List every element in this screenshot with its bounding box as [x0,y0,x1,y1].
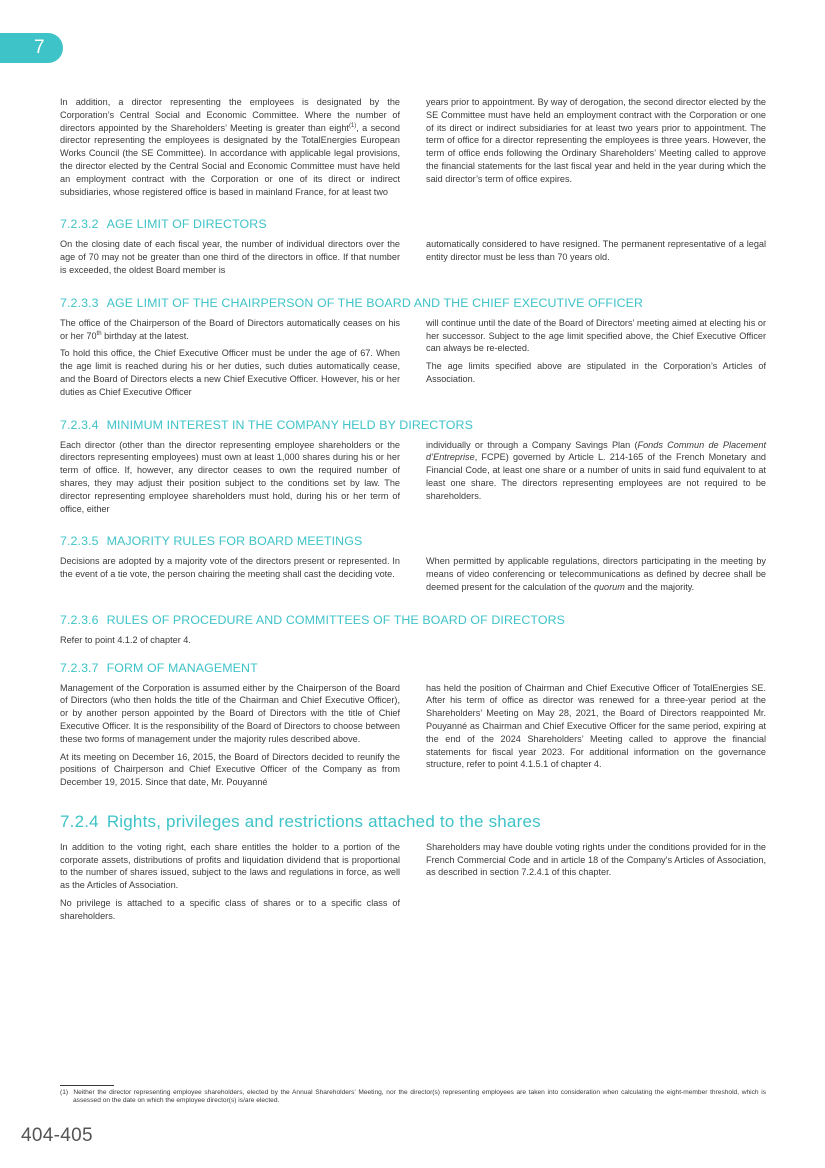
section-7-2-3-5 [60,555,766,598]
section-7-2-3-7 [60,682,766,794]
footnote-divider [60,1085,114,1086]
section-heading-7-2-3-7: 7.2.3.7 FORM OF MANAGEMENT [60,660,258,675]
section-heading-7-2-3-5: 7.2.3.5 MAJORITY RULES FOR BOARD MEETINGS [60,534,363,549]
section-7-2-3-3 [60,317,766,404]
footnote-text: (1) Neither the director representing employee shareholders, elected by the Annual Shareholders’ Meeting, nor the director(s) representing employees are taken into consideration when calculating the eight-member threshold, which is assessed on the date on which the employee director(s) is/are elected. [60,1089,767,1105]
paragraph: Management of the Corporation is assumed either by the Chairperson of the Board of Directors (who then holds the title of the Chairman and Chief Executive Officer), or by another person appointed by the Board of Directors with the title of Chief Executive Officer. It is the responsibility of the Board of Directors to choose between these two forms of management under the majority rules described above. [60,682,400,744]
footnote [60,1085,766,1106]
section-heading-7-2-3-3: 7.2.3.3 AGE LIMIT OF THE CHAIRPERSON OF THE BOARD AND THE CHIEF EXECUTIVE OFFICER [60,295,644,310]
intro-section [60,96,766,203]
paragraph: No privilege is attached to a specific class of shares or to a specific class of shareholders. [60,898,400,921]
section-7-2-3-4 [60,439,766,521]
section-heading-7-2-3-2: 7.2.3.2 AGE LIMIT OF DIRECTORS [60,217,267,232]
chapter-number: 7 [34,37,45,58]
paragraph: Refer to point 4.1.2 of chapter 4. [60,634,191,645]
section-7-2-4 [60,841,766,928]
paragraph: When permitted by applicable regulations, directors participating in the meeting by means of video conferencing or telecommunications as defined by decree shall be deemed present for the calculation of the quorum and the majority. [426,556,766,592]
paragraph: The age limits specified above are stipulated in the Corporation’s Articles of Association. [426,361,766,384]
paragraph: On the closing date of each fiscal year, the number of individual directors over the age of 70 may not be greater than one third of the directors in office. If that number is exceeded, the oldest Board member is [60,239,400,275]
paragraph: In addition to the voting right, each share entitles the holder to a portion of the corporate assets, distributions of profits and liquidation dividend that is proportional to the number of shares issued, subject to the laws and regulations in force, as well as the Articles of Association. [60,841,400,891]
page-number: 404-405 [21,1125,93,1146]
intro-right-paragraph: years prior to appointment. By way of derogation, the second director elected by the SE Committee must have held an employment contract with the Corporation or one of its direct or indirect subsidiaries for at least two years prior to appointment. The term of office for a director representing the employees is three years. However, the term of office ends following the Ordinary Shareholders’ Meeting called to approve the financial statements for the last fiscal year and held in the year during which the said director’s term of office expires. [426,97,766,184]
footnote-reference: (1) [348,122,357,129]
paragraph: Each director (other than the director representing employee shareholders or the directors representing employees) must own at least 1,000 shares during his or her term of office. If, however, any director ceases to own the required number of shares, they may adjust their position subject to the conditions set by law. The director representing employee shareholders must hold, during his or her term of office, either [60,439,400,514]
page-content [60,96,766,928]
paragraph: will continue until the date of the Board of Directors’ meeting aimed at electing his or her successor. Subject to the age limit specified above, the Chief Executive Officer can always be re-elected. [426,317,766,354]
paragraph: individually or through a Company Savings Plan (Fonds Commun de Placement d’Entreprise, FCPE) governed by Article L. 214-165 of the French Monetary and Financial Code, at least one share or a number of units in said fund equivalent to at least one share. The directors representing employees are not required to be shareholders. [426,439,766,501]
paragraph: To hold this office, the Chief Executive Officer must be under the age of 67. When the age limit is reached during his or her duties, such duties automatically cease, and the Board of Directors elects a new Chief Executive Officer. However, his or her duties as Chief Executive Officer [60,348,400,397]
paragraph: At its meeting on December 16, 2015, the Board of Directors decided to reunify the positions of Chairperson and Chief Executive Officer of the Company as from December 19, 2015. Since that date, Mr. Pouyanné [60,751,400,788]
intro-right-column [426,96,766,203]
paragraph: automatically considered to have resigned. The permanent representative of a legal entity director must be less than 70 years old. [426,239,766,263]
intro-left-paragraph: In addition, a director representing the employees is designated by the Corporation’s Central Social and Economic Committee. Where the number of directors appointed by the Shareholders’ Meeting is greater than eight$^{(1)}$, a second director representing the employees is designated by the TotalEnergies European Works Council (the SE Committee). In accordance with applicable legal provisions, the director elected by the Central Social and Economic Committee must have held an employment contract with the Corporation or one of its direct or indirect subsidiaries, whose registered office is based in mainland France, for at least two [60,97,400,197]
section-heading-7-2-4: 7.2.4 Rights, privileges and restrictions attached to the shares [60,811,541,831]
section-heading-7-2-3-6: 7.2.3.6 RULES OF PROCEDURE AND COMMITTEES OF THE BOARD OF DIRECTORS [60,612,566,627]
paragraph: Shareholders may have double voting rights under the conditions provided for in the French Commercial Code and in article 18 of the Company's Articles of Association, as described in section 7.2.4.1 of this chapter. [426,841,766,878]
intro-left-column [60,96,400,203]
paragraph: The office of the Chairperson of the Board of Directors automatically ceases on his or her 70th birthday at the latest. [60,317,400,341]
section-heading-7-2-3-4: 7.2.3.4 MINIMUM INTEREST IN THE COMPANY HELD BY DIRECTORS [60,417,473,432]
paragraph: Decisions are adopted by a majority vote of the directors present or represented. In the event of a tie vote, the person chairing the meeting shall cast the deciding vote. [60,556,400,580]
paragraph: has held the position of Chairman and Chief Executive Officer of TotalEnergies SE. After his term of office as director was renewed for a three-year period at the Shareholders’ Meeting on May 28, 2021, the Board of Directors reappointed Mr. Pouyanné as Chairman and Chief Executive Officer for the same period, expiring at the end of the 2024 Shareholders’ Meeting called to approve the financial statements for fiscal year 2023. For additional information on the governance structure, refer to point 4.1.5.1 of chapter 4. [426,682,766,770]
section-7-2-3-2 [60,238,766,281]
chapter-tab [0,33,63,63]
